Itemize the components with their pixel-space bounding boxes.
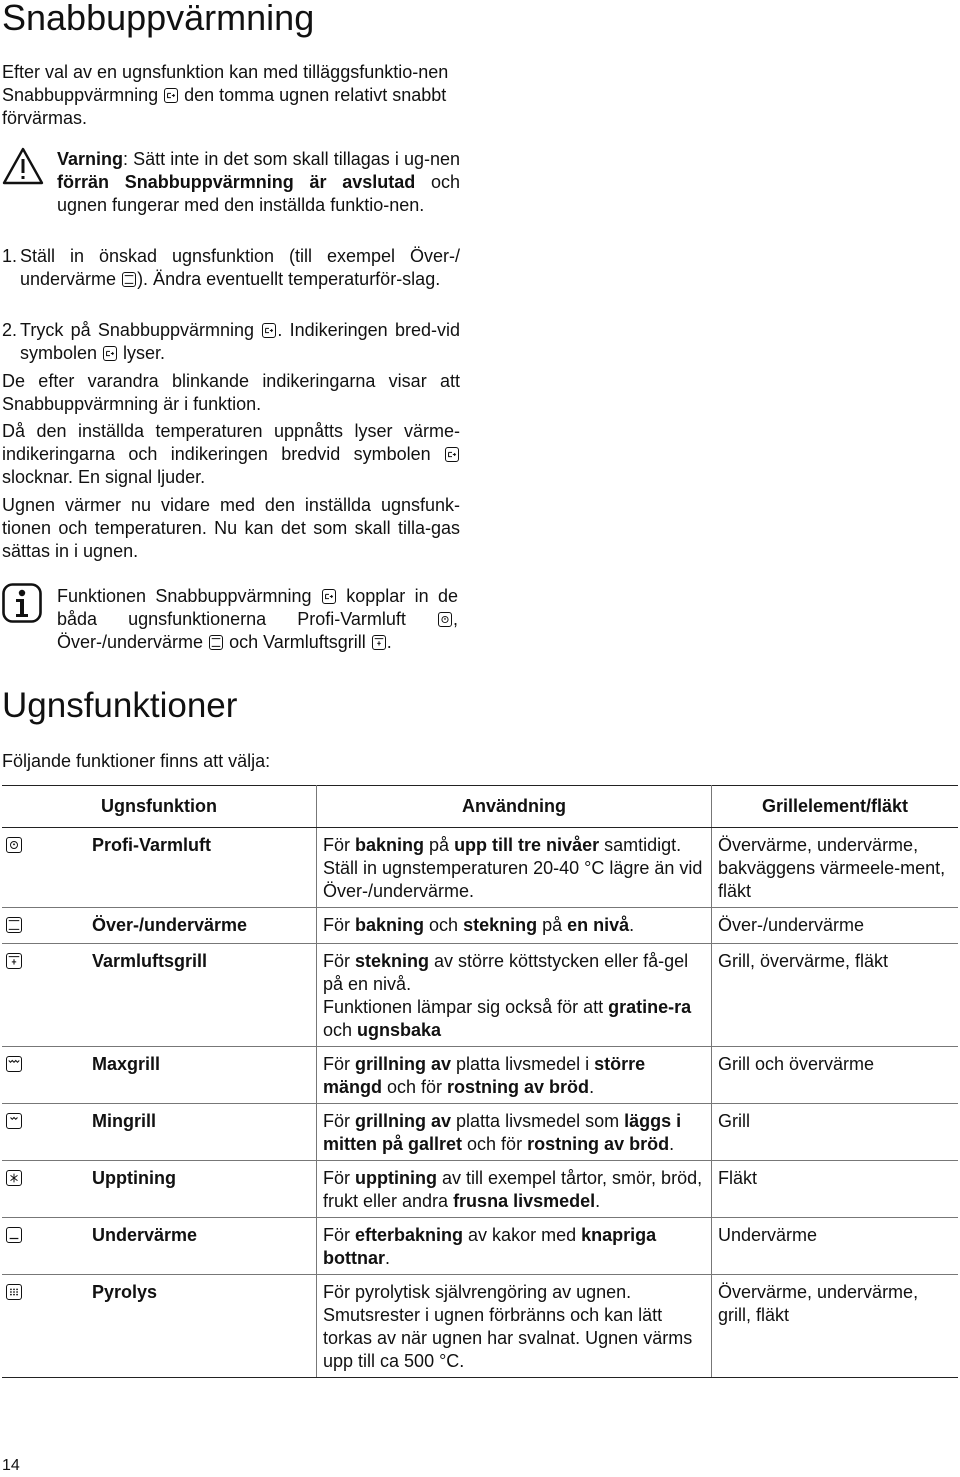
step-number: 1. (2, 246, 18, 266)
page-title: Snabbuppvärmning (2, 0, 315, 38)
fan-grill-icon (372, 635, 386, 650)
fan-grill-icon (6, 953, 22, 969)
function-icon-cell (2, 944, 86, 1047)
function-elements: Fläkt (712, 1161, 959, 1218)
bottom-heat-icon (6, 1227, 22, 1243)
pyrolysis-icon (6, 1284, 22, 1300)
function-elements: Över-/undervärme (712, 908, 959, 944)
rapid-heat-icon (262, 323, 276, 338)
function-name: Maxgrill (86, 1047, 317, 1104)
function-elements: Grill (712, 1104, 959, 1161)
function-icon-cell (2, 1104, 86, 1161)
function-icon-cell (2, 828, 86, 908)
table-header-row (2, 786, 958, 828)
function-usage: För bakning på upp till tre nivåer samtidigt. Ställ in ugnstemperaturen 20-40 °C lägre än vid Över-/undervärme. (317, 828, 712, 908)
function-icon-cell (2, 908, 86, 944)
function-usage: För grillning av platta livsmedel i större mängd och för rostning av bröd. (317, 1047, 712, 1104)
section-intro: Följande funktioner finns att välja: (2, 751, 271, 771)
function-usage: För efterbakning av kakor med knapriga bottnar. (317, 1218, 712, 1275)
step-number: 2. (2, 320, 18, 340)
function-usage: För stekning av större köttstycken eller få-gel på en nivå. Funktionen lämpar sig också för att gratine-ra och ugnsbaka (317, 944, 712, 1047)
rapid-heat-icon (103, 346, 117, 361)
function-elements: Grill och övervärme (712, 1047, 959, 1104)
step-1: 1. Ställ in önskad ugnsfunktion (till exempel Över-/ undervärme ). Ändra eventuellt temperaturför-slag. (2, 246, 460, 289)
header-usage: Användning (317, 786, 712, 828)
function-usage: För pyrolytisk självrengöring av ugnen. Smutsrester i ugnen förbränns och kan lätt torkas av när ugnen har svalnat. Ugnen värms upp till ca 500 °C. (317, 1275, 712, 1378)
table-row (2, 1104, 958, 1161)
table-row (2, 1047, 958, 1104)
function-icon-cell (2, 1161, 86, 1218)
function-icon-cell (2, 1275, 86, 1378)
step-2: 2. Tryck på Snabbuppvärmning . Indikeringen bred-vid symbolen lyser. (2, 320, 460, 363)
table-row (2, 1275, 958, 1378)
rapid-heat-icon (445, 447, 459, 462)
paragraph-temperature-reached: Då den inställda temperaturen uppnåtts lyser värme-indikeringarna och indikeringen bredvid symbolen slocknar. En signal ljuder. (2, 421, 460, 487)
max-grill-icon (6, 1056, 22, 1072)
table-row (2, 1218, 958, 1275)
section-title: Ugnsfunktioner (2, 686, 238, 725)
function-usage: För grillning av platta livsmedel som läggs i mitten på gallret och för rostning av bröd. (317, 1104, 712, 1161)
warning-text: Varning: Sätt inte in det som skall tillagas i ug-nen förrän Snabbuppvärmning är avslutad och ugnen fungerar med den inställda funktio-nen. (57, 149, 460, 215)
paragraph-blinking: De efter varandra blinkande indikeringarna visar att Snabbuppvärmning är i funktion. (2, 371, 460, 414)
info-text: Funktionen Snabbuppvärmning kopplar in de båda ugnsfunktionerna Profi-Varmluft , Över-/undervärme och Varmluftsgrill . (57, 586, 458, 652)
top-bottom-heat-icon (122, 272, 136, 287)
function-usage: För bakning och stekning på en nivå. (317, 908, 712, 944)
function-elements: Övervärme, undervärme, bakväggens värmeele-ment, fläkt (712, 828, 959, 908)
table-row (2, 1161, 958, 1218)
page-number: 14 (2, 1457, 20, 1474)
header-oven-function: Ugnsfunktion (2, 786, 317, 828)
fan-ring-icon (438, 612, 452, 627)
table-row (2, 908, 958, 944)
top-bottom-heat-icon (6, 917, 22, 933)
function-elements: Övervärme, undervärme, grill, fläkt (712, 1275, 959, 1378)
function-name: Upptining (86, 1161, 317, 1218)
rapid-heat-icon (322, 589, 336, 604)
info-icon (2, 583, 42, 623)
intro-paragraph: Efter val av en ugnsfunktion kan med tilläggsfunktio-nen Snabbuppvärmning den tomma ugnen relativt snabbt förvärmas. (2, 62, 449, 128)
function-name: Pyrolys (86, 1275, 317, 1378)
function-name: Över-/undervärme (86, 908, 317, 944)
function-icon-cell (2, 1047, 86, 1104)
paragraph-continue: Ugnen värmer nu vidare med den inställda ugnsfunk-tionen och temperaturen. Nu kan det som skall tilla-gas sättas in i ugnen. (2, 495, 460, 561)
function-icon-cell (2, 1218, 86, 1275)
defrost-icon (6, 1170, 22, 1186)
min-grill-icon (6, 1113, 22, 1129)
header-elements: Grillelement/fläkt (712, 786, 959, 828)
function-usage: För upptining av till exempel tårtor, smör, bröd, frukt eller andra frusna livsmedel. (317, 1161, 712, 1218)
function-name: Varmluftsgrill (86, 944, 317, 1047)
fan-ring-icon (6, 837, 22, 853)
warning-icon (2, 147, 44, 185)
top-bottom-heat-icon (209, 635, 223, 650)
function-name: Profi-Varmluft (86, 828, 317, 908)
function-elements: Grill, övervärme, fläkt (712, 944, 959, 1047)
function-name: Undervärme (86, 1218, 317, 1275)
table-row (2, 944, 958, 1047)
function-name: Mingrill (86, 1104, 317, 1161)
function-elements: Undervärme (712, 1218, 959, 1275)
rapid-heat-icon (164, 88, 178, 103)
oven-functions-table (2, 785, 958, 1378)
table-row (2, 828, 958, 908)
